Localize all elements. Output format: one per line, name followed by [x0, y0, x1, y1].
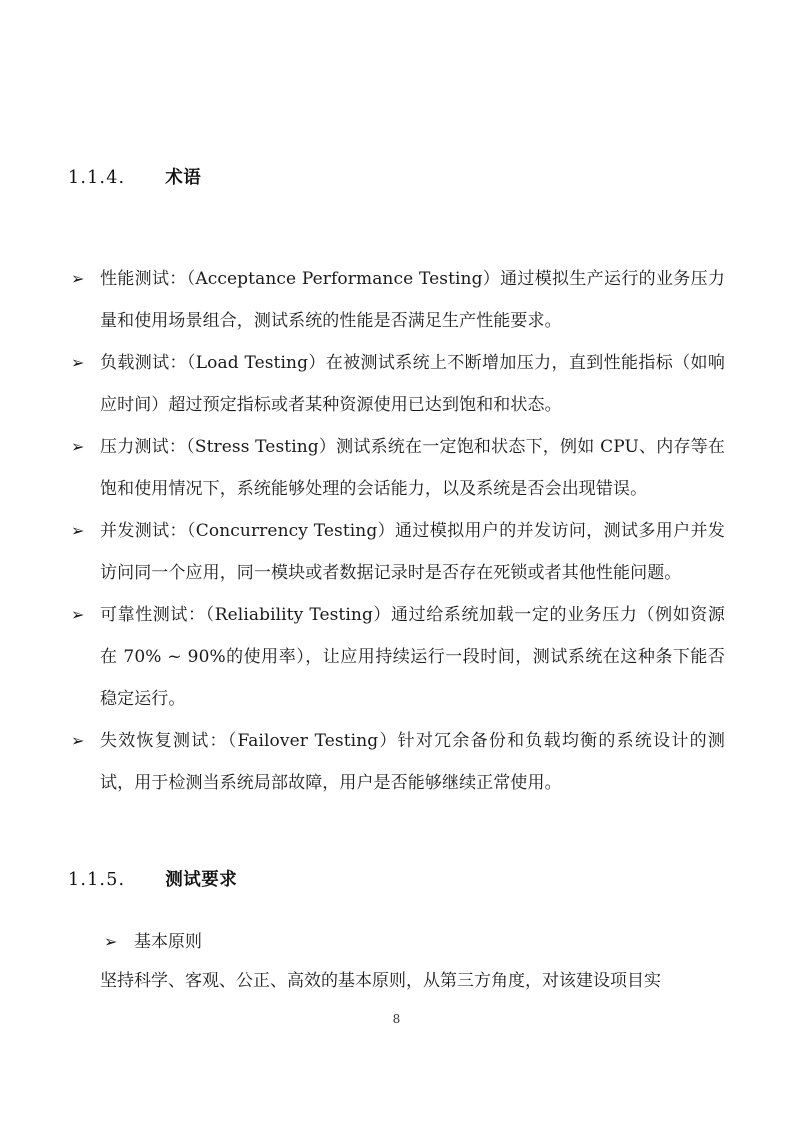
- bullet-arrow-icon: ➢: [104, 932, 118, 951]
- list-item-text: 负载测试：（Load Testing）在被测试系统上不断增加压力，直到性能指标（如响应时间）超过预定指标或者某种资源使用已达到饱和和状态。: [100, 353, 725, 415]
- body-paragraph: 坚持科学、客观、公正、高效的基本原则，从第三方角度，对该建设项目实: [100, 971, 661, 991]
- list-item-text: 失效恢复测试：（Failover Testing）针对冗余备份和负载均衡的系统设计的测试，用于检测当系统局部故障，用户是否能够继续正常使用。: [100, 731, 725, 793]
- list-item: [68, 342, 725, 426]
- list-item-label: 基本原则: [134, 932, 202, 952]
- section-title: 测试要求: [165, 870, 238, 890]
- section-number: 1.1.4.: [68, 168, 126, 188]
- bullet-arrow-icon: ➢: [71, 437, 85, 456]
- bullet-arrow-icon: ➢: [71, 605, 85, 624]
- list-item: [68, 510, 725, 594]
- list-item-text: 并发测试：（Concurrency Testing）通过模拟用户的并发访问，测试多用户并发访问同一个应用，同一模块或者数据记录时是否存在死锁或者其他性能问题。: [100, 521, 725, 583]
- list-item: [68, 426, 725, 510]
- bullet-arrow-icon: ➢: [71, 521, 85, 540]
- list-item-basic-principles: [104, 925, 202, 959]
- list-item: [68, 594, 725, 720]
- section-number: 1.1.5.: [68, 870, 126, 890]
- section-heading-terminology: [68, 164, 201, 189]
- list-item-text: 性能测试：（Acceptance Performance Testing）通过模拟生产运行的业务压力量和使用场景组合，测试系统的性能是否满足生产性能要求。: [100, 269, 725, 331]
- list-item-text: 可靠性测试：（Reliability Testing）通过给系统加载一定的业务压力（例如资源在 70% ~ 90%的使用率），让应用持续运行一段时间，测试系统在这种条下能否稳定运行。: [100, 605, 725, 709]
- bullet-arrow-icon: ➢: [71, 731, 85, 750]
- bullet-arrow-icon: ➢: [71, 353, 85, 372]
- section-heading-requirements: [68, 866, 237, 891]
- list-item: [68, 258, 725, 342]
- list-item: [68, 720, 725, 804]
- list-item-text: 压力测试：（Stress Testing）测试系统在一定饱和状态下，例如 CPU、内存等在饱和使用情况下，系统能够处理的会话能力，以及系统是否会出现错误。: [100, 437, 725, 499]
- section-title: 术语: [165, 168, 202, 188]
- page-number: 8: [392, 1012, 401, 1026]
- terminology-list: [68, 258, 725, 804]
- bullet-arrow-icon: ➢: [71, 269, 85, 288]
